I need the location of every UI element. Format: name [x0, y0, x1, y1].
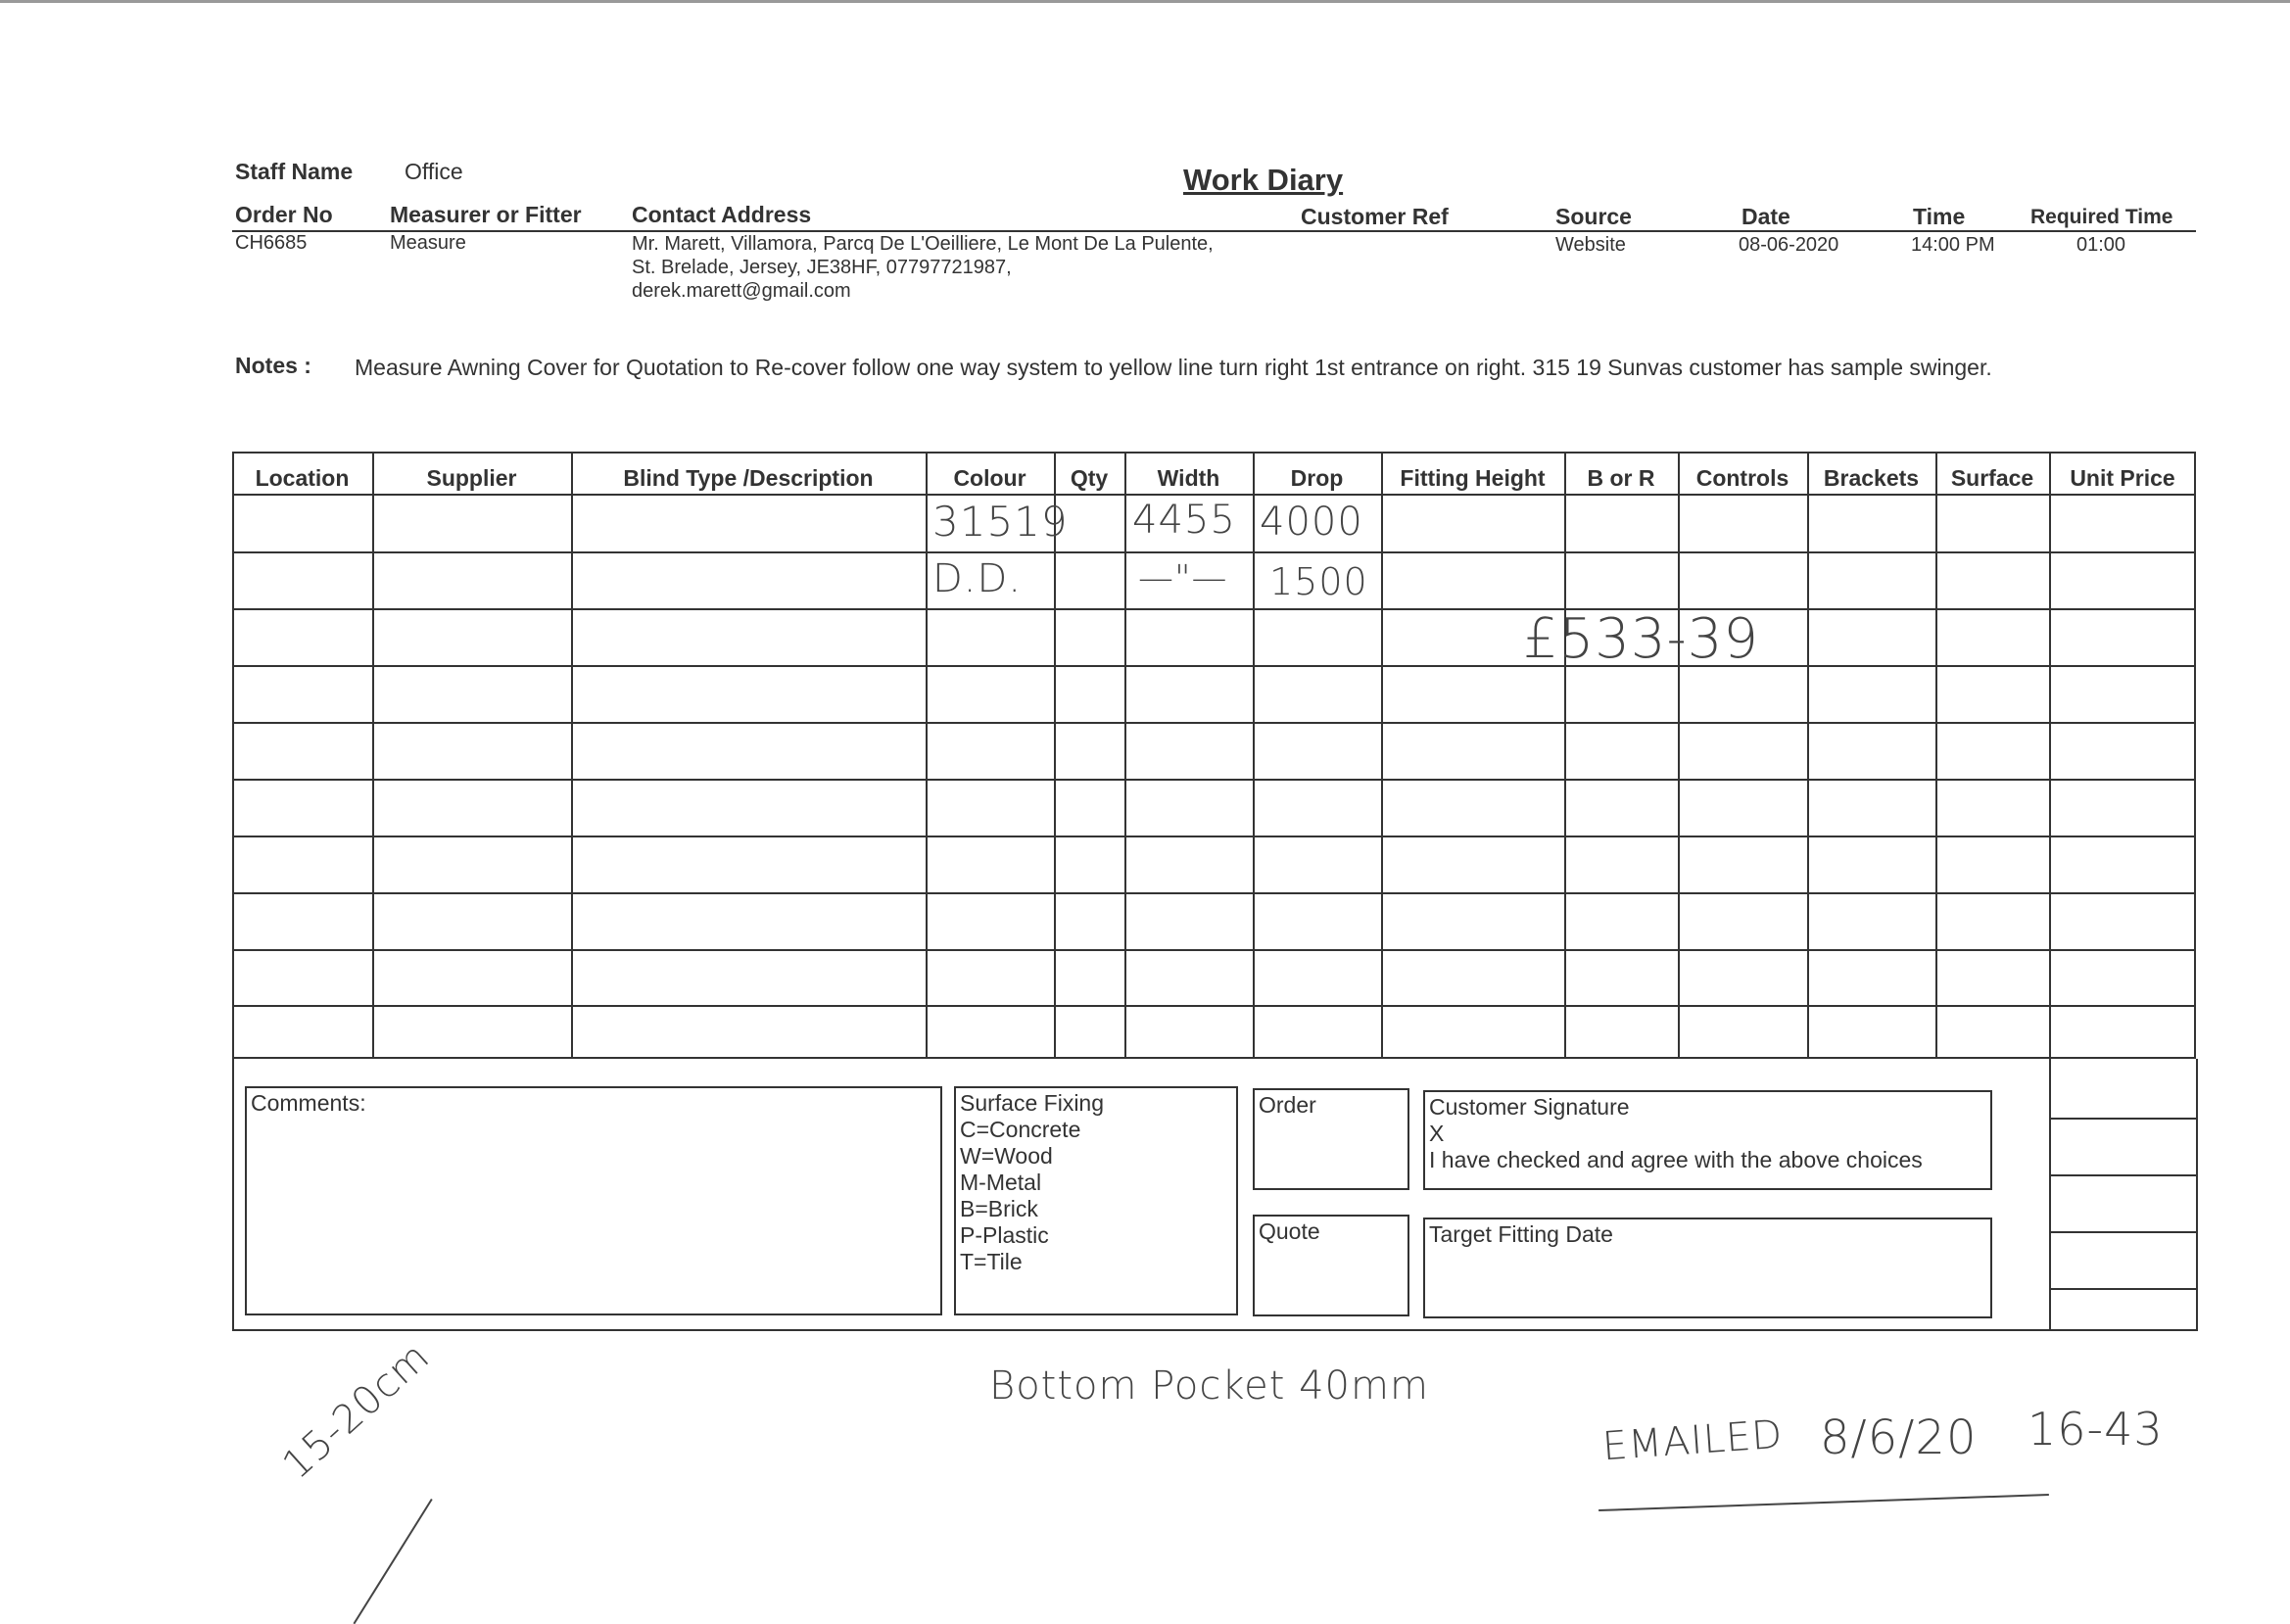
page-title: Work Diary [1183, 163, 1344, 197]
signature-label: Customer Signature [1429, 1094, 1630, 1120]
col-brackets: Brackets [1823, 465, 1920, 491]
col-divider [1678, 452, 1680, 1059]
quote-label: Quote [1259, 1218, 1320, 1244]
date-label: Date [1741, 204, 1790, 229]
left-note-slash [354, 1499, 433, 1624]
source-value: Website [1555, 234, 1626, 256]
emailed-underline [1598, 1494, 2049, 1511]
price-grid-line [2049, 1231, 2196, 1233]
price-grid-line [2049, 1288, 2196, 1290]
comments-label: Comments: [251, 1090, 366, 1116]
contact-line-2: St. Brelade, Jersey, JE38HF, 07797721987, [632, 257, 1012, 278]
surface-fixing-box [954, 1086, 1238, 1315]
target-fitting-label: Target Fitting Date [1429, 1221, 1613, 1247]
measurer-label: Measurer or Fitter [390, 202, 582, 227]
date-value: 08-06-2020 [1739, 234, 1839, 256]
row2-width-handwritten: —"— [1138, 558, 1228, 598]
col-location: Location [255, 465, 350, 491]
col-controls: Controls [1695, 465, 1789, 491]
comments-box[interactable] [245, 1086, 942, 1315]
row-line [232, 892, 2196, 894]
col-qty: Qty [1070, 465, 1109, 491]
emailed-label: EMAILED [1600, 1411, 1785, 1470]
staff-name-label: Staff Name [235, 159, 354, 184]
col-fitting-height: Fitting Height [1400, 465, 1546, 491]
col-width: Width [1157, 465, 1220, 491]
surface-fixing-metal: M-Metal [960, 1170, 1042, 1195]
notes-text: Measure Awning Cover for Quotation to Re-cover follow one way system to yellow line turn right 1st entrance on right. 315 19 Sunvas customer has sample swinger. [355, 355, 1992, 380]
surface-fixing-brick: B=Brick [960, 1196, 1038, 1221]
target-fitting-date-box[interactable] [1423, 1218, 1992, 1318]
col-divider [1807, 452, 1809, 1059]
source-label: Source [1555, 204, 1632, 229]
quote-box[interactable] [1253, 1215, 1409, 1316]
row-line [232, 665, 2196, 667]
row-line [232, 608, 2196, 610]
time-label: Time [1913, 204, 1966, 229]
emailed-time: 16-43 [2028, 1403, 2164, 1456]
col-divider [571, 452, 573, 1059]
contact-line-3: derek.marett@gmail.com [632, 280, 851, 302]
col-divider [2049, 452, 2051, 1331]
measurer-value: Measure [390, 232, 466, 254]
bottom-edge [232, 1329, 2198, 1331]
col-blind-type: Blind Type /Description [623, 465, 874, 491]
col-divider [1253, 452, 1255, 1059]
signature-agreement: I have checked and agree with the above choices [1429, 1147, 1923, 1172]
surface-fixing-title: Surface Fixing [960, 1090, 1105, 1116]
row2-colour-handwritten: D.D. [932, 556, 1023, 601]
time-value: 14:00 PM [1911, 234, 1995, 256]
price-grid-line [2049, 1118, 2196, 1120]
col-drop: Drop [1290, 465, 1344, 491]
customer-ref-label: Customer Ref [1301, 204, 1449, 229]
middle-handwritten-note: Bottom Pocket 40mm [989, 1363, 1429, 1409]
row-line [232, 836, 2196, 837]
col-colour: Colour [953, 465, 1026, 491]
col-b-or-r: B or R [1587, 465, 1655, 491]
row2-drop-handwritten: 1500 [1269, 560, 1368, 603]
col-divider [1935, 452, 1937, 1059]
col-unit-price: Unit Price [2070, 465, 2175, 491]
col-supplier: Supplier [426, 465, 517, 491]
price-grid-line [2049, 1174, 2196, 1176]
row-line [232, 722, 2196, 724]
bottom-left-edge [232, 1059, 234, 1331]
row1-drop-handwritten: 4000 [1260, 500, 1363, 545]
surface-fixing-concrete: C=Concrete [960, 1117, 1081, 1142]
col-divider [1124, 452, 1126, 1059]
col-divider [372, 452, 374, 1059]
bottom-right-edge [2196, 1059, 2198, 1331]
scan-edge [0, 0, 2290, 3]
col-divider [1564, 452, 1566, 1059]
surface-fixing-tile: T=Tile [960, 1249, 1023, 1274]
row-line [232, 551, 2196, 553]
blinds-table [232, 452, 2196, 1059]
col-divider [1381, 452, 1383, 1059]
required-time-value: 01:00 [2076, 234, 2126, 256]
order-box[interactable] [1253, 1088, 1409, 1190]
col-surface: Surface [1950, 465, 2034, 491]
row-line [232, 1005, 2196, 1007]
signature-x: X [1429, 1121, 1445, 1146]
row1-width-handwritten: 4455 [1132, 498, 1236, 543]
price-handwritten: £533-39 [1523, 607, 1759, 671]
staff-name-value: Office [405, 159, 463, 184]
surface-fixing-wood: W=Wood [960, 1143, 1053, 1169]
notes-label: Notes : [235, 353, 311, 378]
row1-colour-handwritten: 31519 [932, 498, 1069, 546]
row-line [232, 779, 2196, 781]
order-no-label: Order No [235, 202, 333, 227]
customer-signature-box[interactable] [1423, 1090, 1992, 1190]
emailed-date: 8/6/20 [1820, 1410, 1978, 1465]
col-divider [926, 452, 928, 1059]
left-handwritten-note: 15-20cm [274, 1333, 439, 1489]
header-rule [232, 230, 2196, 232]
contact-line-1: Mr. Marett, Villamora, Parcq De L'Oeilliere, Le Mont De La Pulente, [632, 233, 1214, 255]
required-time-label: Required Time [2030, 206, 2173, 228]
order-no-value: CH6685 [235, 232, 308, 254]
order-label: Order [1259, 1092, 1316, 1118]
surface-fixing-plastic: P-Plastic [960, 1222, 1049, 1248]
row-line [232, 949, 2196, 951]
contact-address-label: Contact Address [632, 202, 812, 227]
